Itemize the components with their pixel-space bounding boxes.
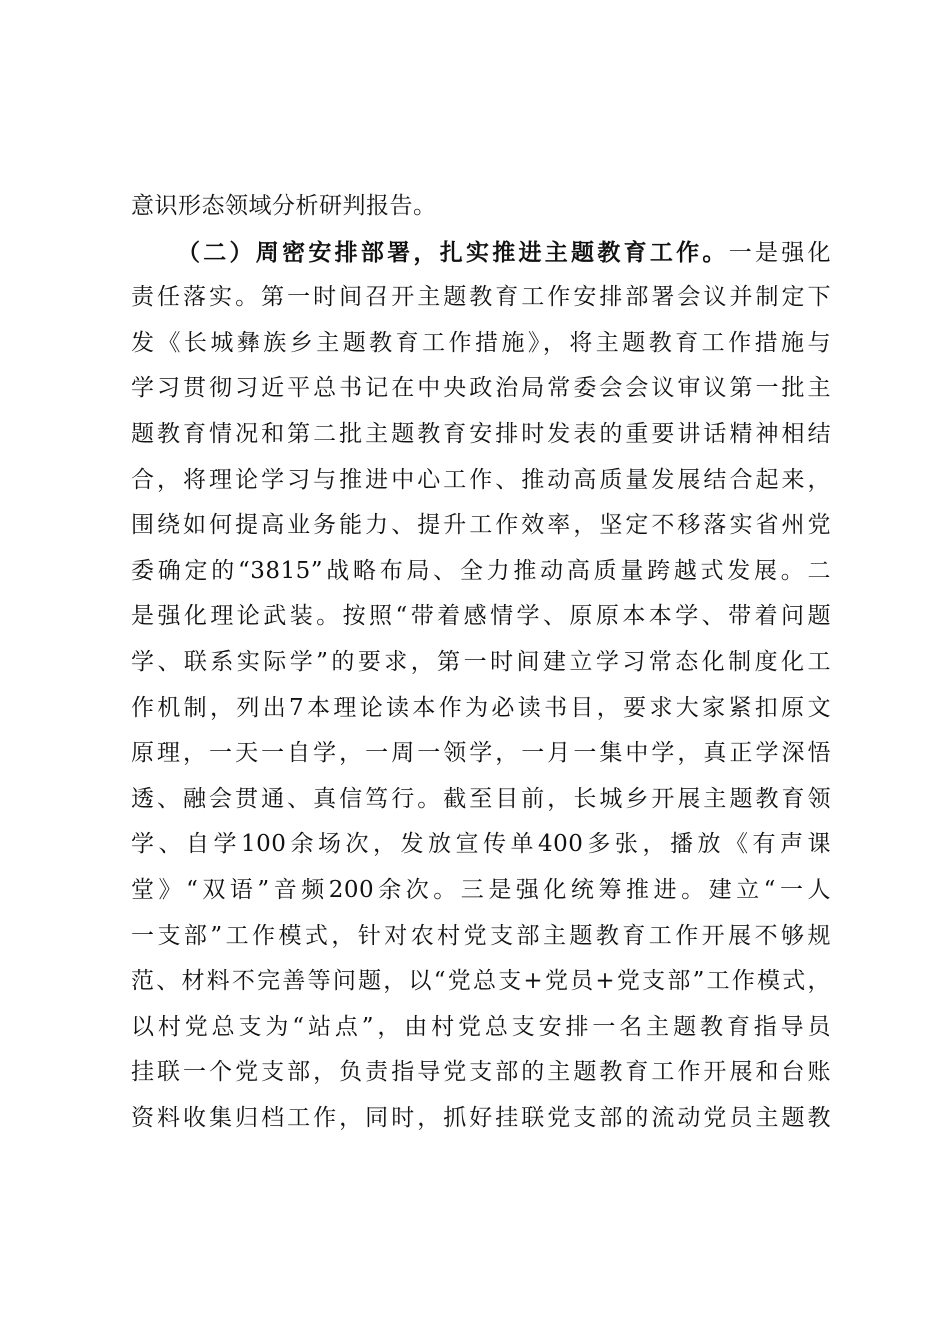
text-line: 堂》“双语”音频200余次。三是强化统筹推进。建立“一人 [131, 876, 831, 903]
text-line: 以村党总支为“站点”，由村党总支安排一名主题教育指导员 [131, 1013, 831, 1040]
text-line-continuation: 一是强化 [728, 239, 832, 266]
text-line: 是强化理论武装。按照“带着感情学、原原本本学、带着问题 [131, 603, 831, 630]
text-line: 透、融会贯通、真信笃行。截至目前，长城乡开展主题教育领 [131, 785, 831, 812]
text-line: 资料收集归档工作，同时，抓好挂联党支部的流动党员主题教 [131, 1104, 831, 1131]
section-paragraph-first-line [131, 230, 831, 276]
text-line: 委确定的“3815”战略布局、全力推动高质量跨越式发展。二 [131, 557, 831, 584]
text-line: 围绕如何提高业务能力、提升工作效率，坚定不移落实省州党 [131, 512, 831, 539]
text-line: 范、材料不完善等问题，以“党总支+党员+党支部”工作模式， [131, 968, 831, 995]
text-line: 发《长城彝族乡主题教育工作措施》，将主题教育工作措施与 [131, 329, 831, 356]
text-line: 学、自学100余场次，发放宣传单400多张，播放《有声课 [131, 831, 831, 858]
text-line: 合，将理论学习与推进中心工作、推动高质量发展结合起来， [131, 466, 831, 493]
text-line: 一支部”工作模式，针对农村党支部主题教育工作开展不够规 [131, 922, 831, 949]
text-line: 学习贯彻习近平总书记在中央政治局常委会会议审议第一批主 [131, 375, 831, 402]
text-line: 挂联一个党支部，负责指导党支部的主题教育工作开展和台账 [131, 1059, 831, 1086]
text-line: 作机制，列出7本理论读本作为必读书目，要求大家紧扣原文 [131, 694, 831, 721]
text-line: 原理，一天一自学，一周一领学，一月一集中学，真正学深悟 [131, 740, 831, 767]
text-line: 意识形态领域分析研判报告。 [131, 193, 437, 219]
text-line: 学、联系实际学”的要求，第一时间建立学习常态化制度化工 [131, 648, 831, 675]
text-line: 责任落实。第一时间召开主题教育工作安排部署会议并制定下 [131, 284, 831, 311]
section-heading: （二）周密安排部署，扎实推进主题教育工作。 [177, 238, 729, 266]
text-line: 题教育情况和第二批主题教育安排时发表的重要讲话精神相结 [131, 420, 831, 447]
body-text [131, 184, 831, 1141]
